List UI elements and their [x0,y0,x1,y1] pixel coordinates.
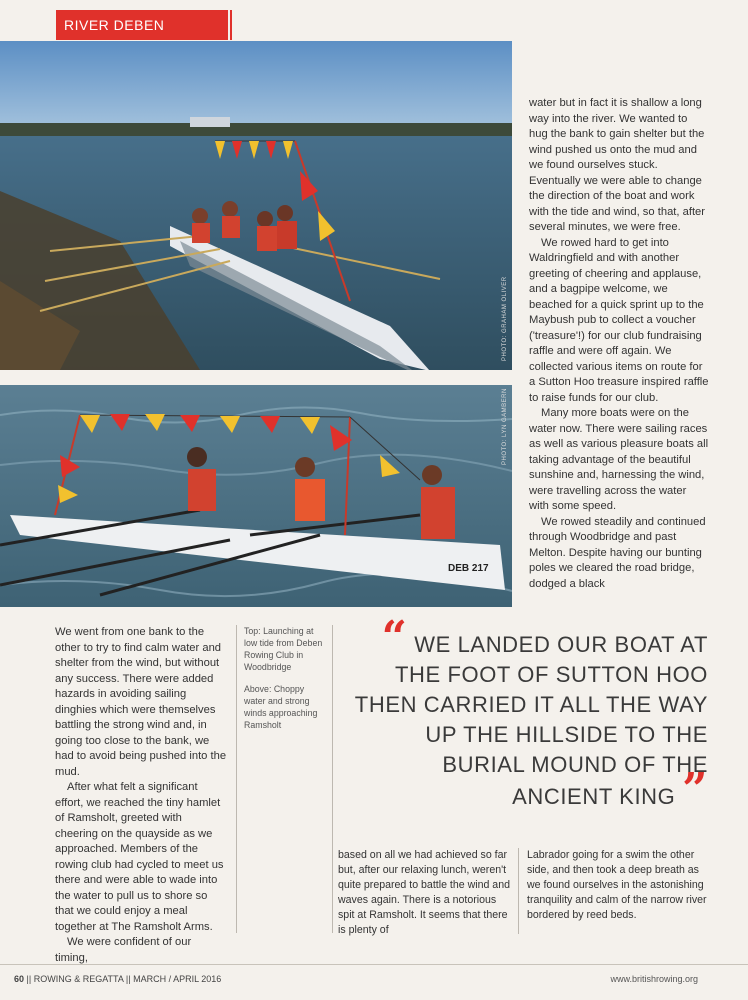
boat-number: DEB 217 [448,563,489,574]
paragraph: We rowed steadily and continued through Woodbridge and past Melton. Despite having our bunting poles we cleared the road bridge, dodged a black [529,515,706,590]
pull-quote [342,612,708,815]
pull-quote-text: WE LANDED OUR BOAT AT THE FOOT OF SUTTON HOO THEN CARRIED IT ALL THE WAY UP THE HILLSIDE TO THE BURIAL MOUND OF THE ANCIENT KING [354,632,708,809]
photo-launching [0,41,512,370]
footer-left: 60 || ROWING & REGATTA || MARCH / APRIL 2016 [14,974,222,984]
paragraph: After what felt a significant effort, we reached the tiny hamlet of Ramsholt, greeted with cheering on the quayside as we approached. Members of the rowing club had cycled to meet us there and were able to wade into the water to pull us to shore so that we could enjoy a meal together at The Ramsholt Arms. [55,781,224,933]
paragraph: based on all we had achieved so far but, after our relaxing lunch, weren't quite prepared to battle the wind and waves again. There is a notorious spit at Ramsholt. It seems that there is plenty of [338,849,510,936]
website-url: www.britishrowing.org [610,974,698,984]
paragraph: Many more boats were on the water now. There were sailing races as well as various pleasure boats all taking advantage of the beautiful sunshine and, harnessing the wind, were travelling across the water with some speed. [529,407,709,512]
captions [244,625,326,741]
middle-column-2 [527,848,709,923]
left-column [55,625,227,966]
paragraph: water but in fact it is shallow a long way into the river. We wanted to hug the bank to gain shelter but the wind pushed us onto the mud and we found ourselves stuck. Eventually we were able to change the direction of the boat and work with the tide and wind, so that, after several minutes, we were free. [529,97,705,233]
photo-credit-top: PHOTO: GRAHAM OLIVER [502,276,508,361]
middle-column [338,848,510,938]
issue-date: MARCH / APRIL 2016 [133,974,222,984]
close-quote-mark: ” [682,764,708,815]
paragraph: We rowed hard to get into Waldringfield and with another greeting of cheering and applause, and a bagpipe welcome, we beached for a quick sprint up to the Maybush pub to collect a voucher ('treasure'!) for our club fundraising raffle and were off again. We collected various items on route for a Sutton Hoo treasure inspired raffle to raise funds for our club. [529,236,709,404]
section-tag: RIVER DEBEN [56,10,228,40]
publication-name: ROWING & REGATTA [33,974,124,984]
column-divider [332,625,333,933]
caption-top: Top: Launching at low tide from Deben Rowing Club in Woodbridge [244,626,323,672]
open-quote-mark: “ [381,612,408,663]
paragraph: We were confident of our timing, [55,936,192,964]
caption-above: Above: Choppy water and strong winds approaching Ramsholt [244,684,318,730]
paragraph: Labrador going for a swim the other side, and then took a deep breath as we found ourselves in the astonishing tranquility and calm of the narrow river bordered by reed beds. [527,849,707,921]
photo-credit-bottom: PHOTO: LYN GAMBERN [502,388,508,465]
page-number: 60 [14,974,25,984]
column-divider [236,625,237,933]
right-column [529,96,709,592]
column-divider [518,848,519,934]
paragraph: We went from one bank to the other to try to find calm water and shelter from the wind, but without any success. There were added hazards in avoiding sailing dinghies which were themselves battling the strong wind and, in going too close to the bank, we had to avoid being pushed into the mud. [55,626,227,778]
photo-choppy-water [0,385,512,607]
footer-divider [0,964,748,965]
